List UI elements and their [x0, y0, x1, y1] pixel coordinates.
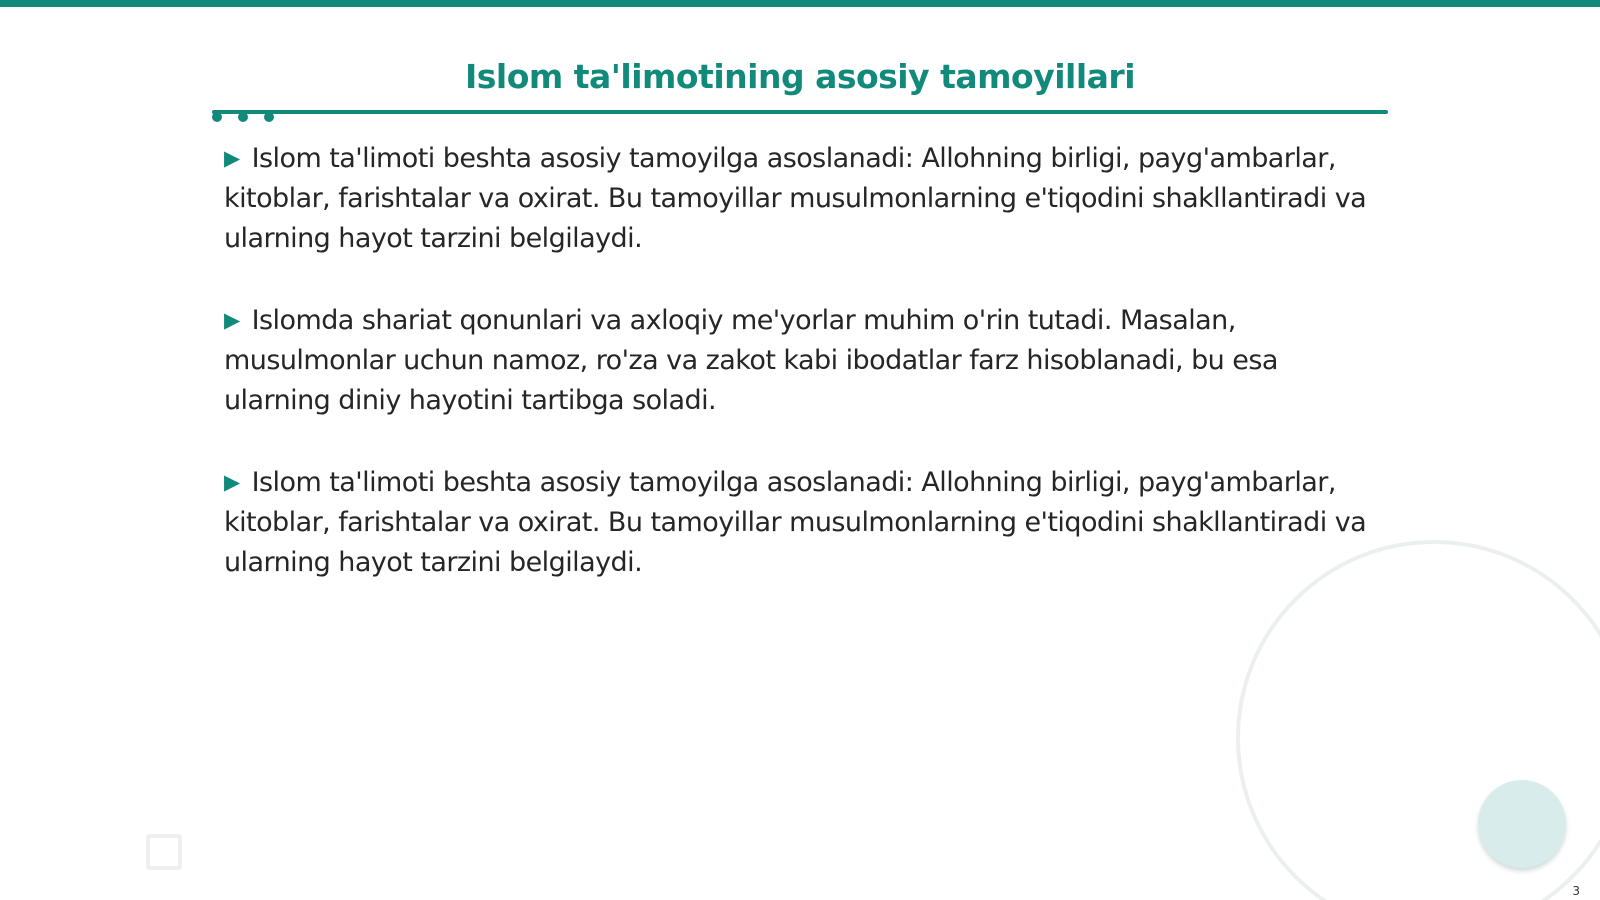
triangle-bullet-icon: ▶: [224, 308, 240, 332]
title-underline: [212, 110, 1388, 114]
decorative-circle: [1478, 780, 1566, 868]
underline-dot-2: [238, 112, 248, 122]
bullet-item-1: [224, 138, 1384, 259]
decorative-square: [146, 834, 182, 870]
triangle-bullet-icon: ▶: [224, 470, 240, 494]
bullet-item-3: [224, 462, 1384, 583]
slide-title: Islom ta'limotining asosiy tamoyillari: [464, 57, 1136, 96]
bullet-list: [224, 138, 1384, 624]
bullet-text-2: Islomda shariat qonunlari va axloqiy me'yorlar muhim o'rin tutadi. Masalan, musulmonlar uchun namoz, ro'za va zakot kabi ibodatlar farz hisoblanadi, bu esa ularning diniy hayotini tartibga soladi.: [224, 305, 1278, 416]
underline-dot-3: [264, 112, 274, 122]
bullet-text-1: Islom ta'limoti beshta asosiy tamoyilga asoslanadi: Allohning birligi, payg'ambarlar, kitoblar, farishtalar va oxirat. Bu tamoyillar musulmonlarning e'tiqodini shakllantiradi va ularning hayot tarzini belgilaydi.: [224, 143, 1367, 254]
page-number: 3: [1572, 884, 1580, 898]
top-accent-bar: [0, 0, 1600, 7]
bullet-text-3: Islom ta'limoti beshta asosiy tamoyilga asoslanadi: Allohning birligi, payg'ambarlar, kitoblar, farishtalar va oxirat. Bu tamoyillar musulmonlarning e'tiqodini shakllantiradi va ularning hayot tarzini belgilaydi.: [224, 467, 1367, 578]
underline-dot-1: [212, 112, 222, 122]
triangle-bullet-icon: ▶: [224, 146, 240, 170]
bullet-item-2: [224, 300, 1384, 421]
